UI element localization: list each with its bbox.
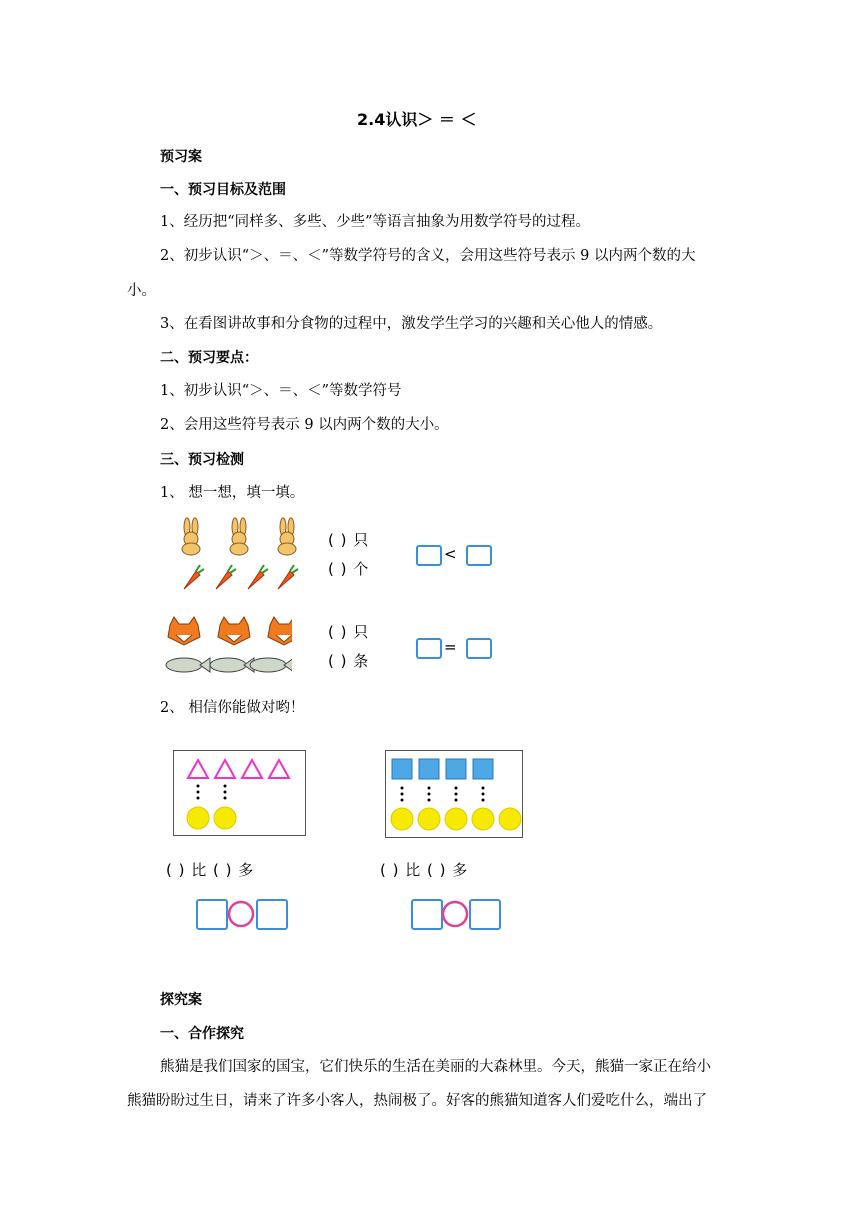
compare-sign: = — [444, 638, 458, 656]
goal-line: 1、经历把“同样多、多些、少些”等语言抽象为用数学符号的过程。 — [160, 214, 591, 230]
square-icon — [473, 759, 493, 779]
blank-fox-count[interactable]: ( ) 只 — [328, 623, 370, 641]
rabbit-icon — [230, 518, 248, 555]
point-line: 2、会用这些符号表示 9 以内两个数的大小。 — [160, 417, 449, 433]
blank-fish-count[interactable]: ( ) 条 — [328, 652, 370, 670]
answer-box-right[interactable] — [466, 545, 492, 566]
answer-box-right[interactable] — [256, 899, 288, 930]
answer-box-left[interactable] — [196, 899, 228, 930]
point-line: 1、初步认识“＞、＝、＜”等数学符号 — [160, 383, 402, 399]
triangle-icon — [242, 760, 262, 778]
circle-icon — [499, 808, 521, 830]
circle-icon — [214, 807, 236, 829]
circle-icon — [445, 808, 467, 830]
answer-box-left[interactable] — [411, 899, 443, 930]
paragraph-line: 熊猫盼盼过生日，请来了许多小客人，热闹极了。好客的熊猫知道客人们爱吃什么，端出了 — [127, 1093, 707, 1109]
heading-preview-goals: 一、预习目标及范围 — [160, 182, 286, 198]
compare-circle-icon[interactable] — [440, 899, 470, 929]
circle-icon — [472, 808, 494, 830]
triangle-icon — [269, 760, 289, 778]
rabbits-carrots-picture — [170, 515, 310, 595]
section-heading-explore: 探究案 — [160, 992, 202, 1008]
carrot-icon — [216, 565, 236, 589]
foxes-fish-picture — [162, 615, 292, 680]
compare-circle-icon[interactable] — [226, 899, 256, 929]
page-title: 2.4认识＞ ＝ ＜ — [357, 110, 477, 129]
heading-preview-points: 二、预习要点： — [160, 350, 258, 366]
blank-compare-left[interactable]: ( ) 比 ( ) 多 — [166, 861, 255, 879]
fox-icon — [218, 617, 250, 645]
blank-carrot-count[interactable]: ( ) 个 — [328, 560, 370, 578]
triangle-icon — [188, 760, 208, 778]
circle-icon — [418, 808, 440, 830]
answer-box-left[interactable] — [416, 638, 442, 659]
circle-icon — [187, 807, 209, 829]
question-2: 2、 相信你能做对哟！ — [160, 700, 305, 716]
squares-circles-frame — [385, 750, 523, 838]
goal-line: 小。 — [127, 283, 156, 299]
goal-line: 2、初步认识“＞、＝、＜”等数学符号的含义，会用这些符号表示 9 以内两个数的大 — [160, 248, 696, 264]
answer-box-right[interactable] — [469, 899, 501, 930]
goal-line: 3、在看图讲故事和分食物的过程中，激发学生学习的兴趣和关心他人的情感。 — [160, 316, 663, 332]
paragraph-line: 熊猫是我们国家的国宝，它们快乐的生活在美丽的大森林里。今天，熊猫一家正在给小 — [160, 1059, 711, 1075]
triangles-circles-frame — [173, 750, 306, 836]
blank-rabbit-count[interactable]: ( ) 只 — [328, 531, 370, 549]
fox-icon — [168, 617, 200, 645]
fish-icon — [166, 658, 210, 672]
rabbit-icon — [182, 518, 200, 555]
square-icon — [419, 759, 439, 779]
carrot-icon — [248, 565, 268, 589]
square-icon — [392, 759, 412, 779]
square-icon — [446, 759, 466, 779]
answer-box-right[interactable] — [466, 638, 492, 659]
fish-icon — [250, 658, 292, 672]
question-1: 1、 想一想，填一填。 — [160, 485, 305, 501]
section-heading-preview: 预习案 — [160, 149, 202, 165]
triangle-icon — [215, 760, 235, 778]
heading-preview-test: 三、预习检测 — [160, 452, 244, 468]
heading-explore-cooperate: 一、合作探究 — [160, 1026, 244, 1042]
carrot-icon — [278, 565, 298, 589]
fox-icon — [268, 617, 292, 645]
compare-sign: < — [444, 545, 458, 563]
triangles-circles-figure — [174, 751, 305, 835]
rabbit-icon — [278, 518, 296, 555]
fish-icon — [210, 658, 254, 672]
blank-compare-right[interactable]: ( ) 比 ( ) 多 — [380, 861, 469, 879]
carrot-icon — [184, 565, 204, 589]
answer-box-left[interactable] — [416, 545, 442, 566]
circle-icon — [391, 808, 413, 830]
squares-circles-figure — [386, 751, 522, 837]
